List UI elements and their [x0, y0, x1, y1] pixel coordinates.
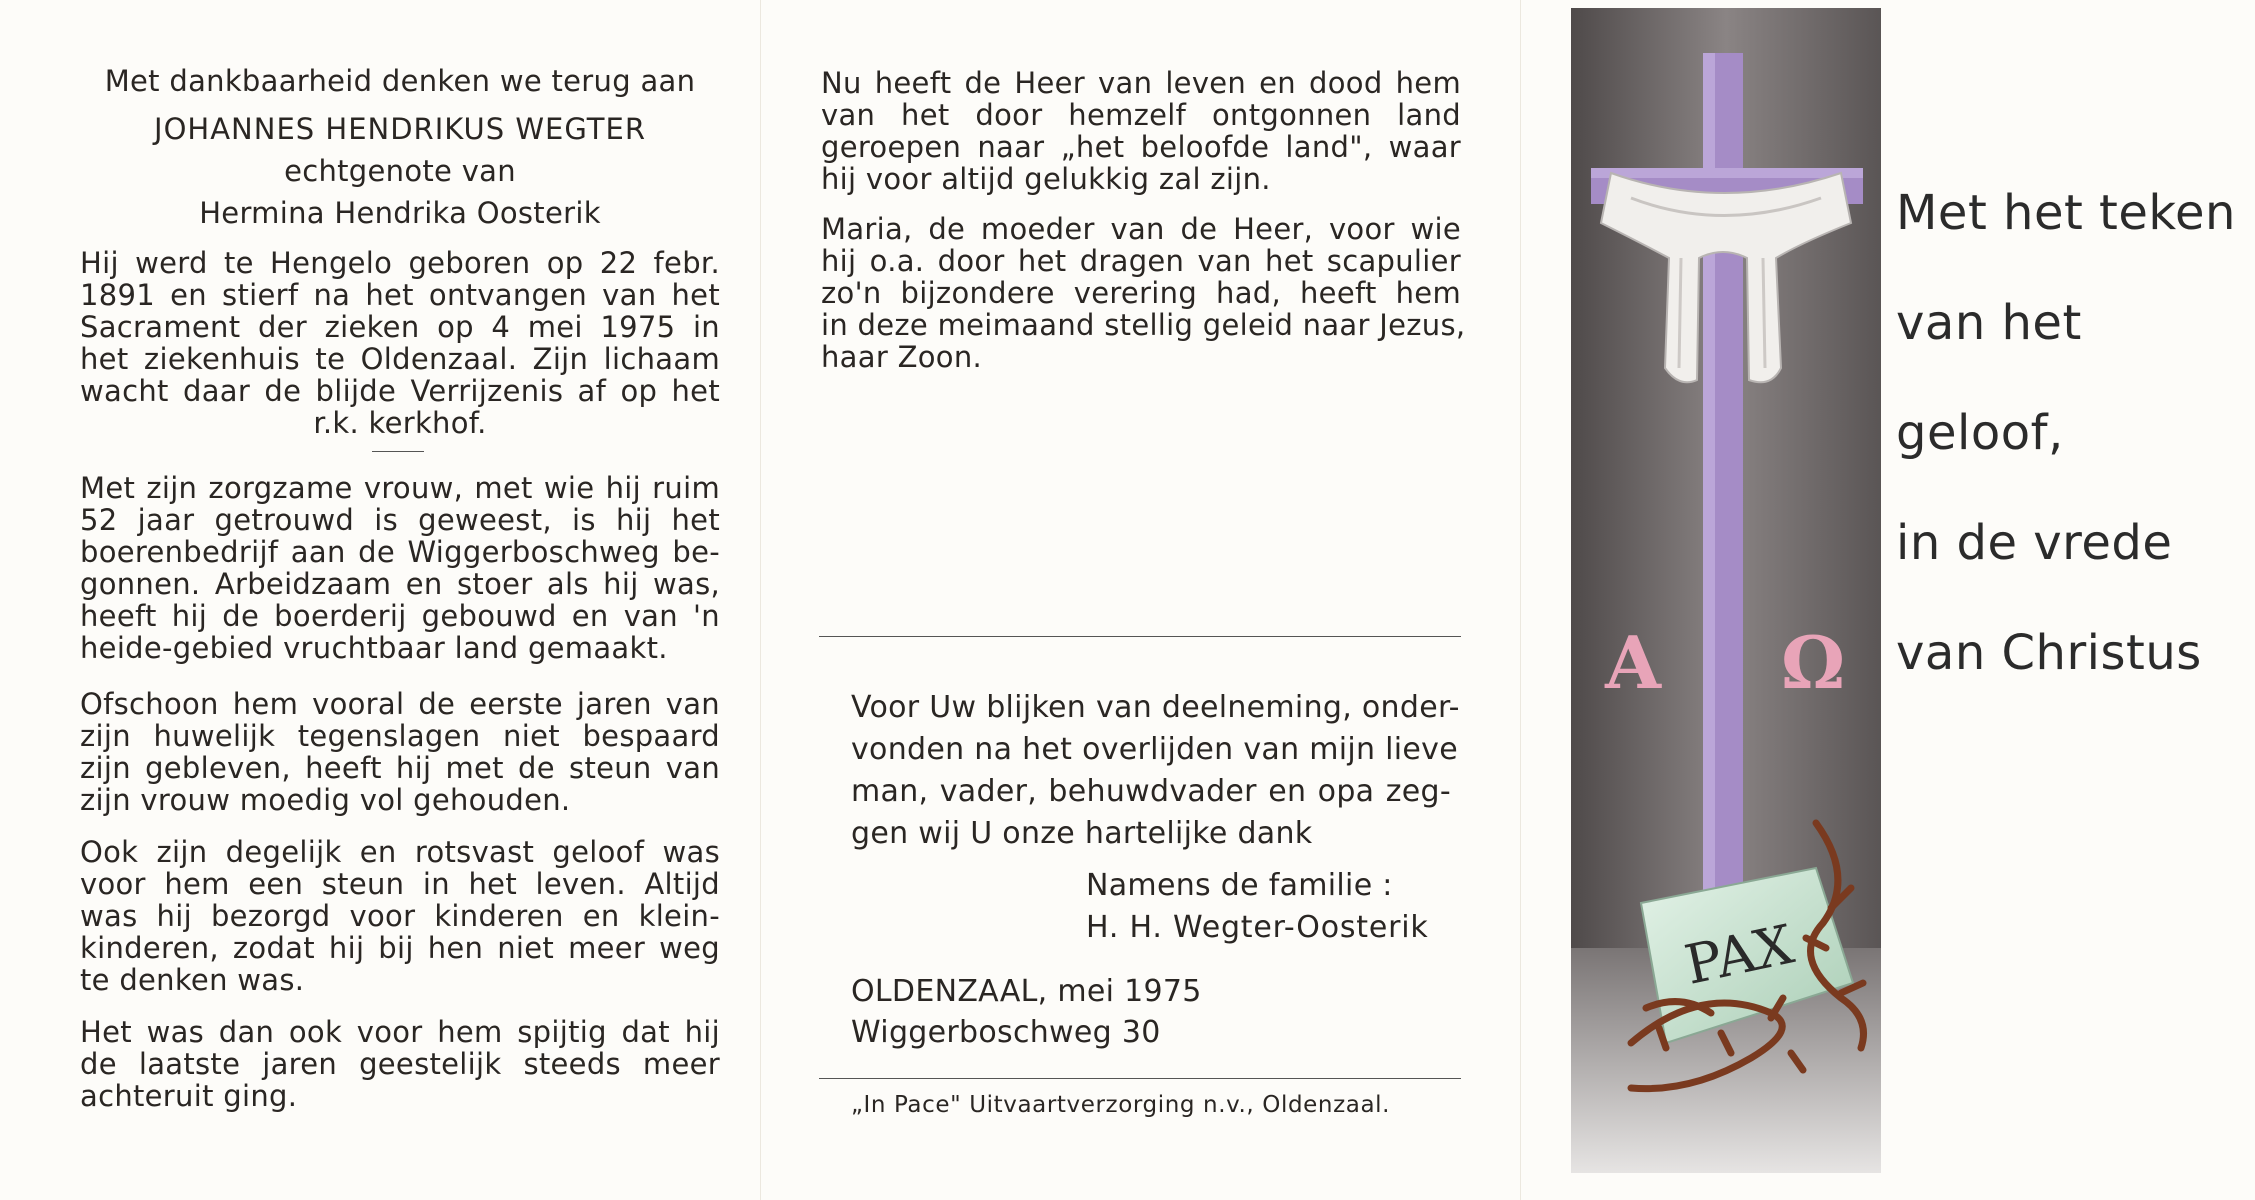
verse-line-1: Met het teken — [1896, 185, 2236, 241]
text-line: Nu heeft de Heer van leven en dood hem — [821, 66, 1461, 100]
text-line: r.k. kerkhof. — [313, 406, 487, 440]
paragraph-marriage — [80, 472, 720, 664]
intro-line: Met dankbaarheid denken we terug aan — [104, 64, 696, 98]
text-line: achteruit ging. — [80, 1079, 298, 1113]
short-divider — [372, 451, 424, 452]
text-line: Sacrament der zieken op 4 mei 1975 in — [80, 310, 720, 344]
text-line: boerenbedrijf aan de Wiggerboschweg be- — [80, 535, 720, 569]
text-line: Met zijn zorgzame vrouw, met wie hij ruim — [80, 471, 720, 505]
paragraph-setbacks — [80, 688, 720, 816]
divider-upper — [819, 636, 1461, 637]
verse-line-3: geloof, — [1896, 405, 2064, 461]
text-line: heide-gebied vruchtbaar land gemaakt. — [80, 631, 668, 665]
text-line: voor hem een steun in het leven. Altijd — [80, 867, 720, 901]
text-line: 52 jaar getrouwd is geweest, is hij het — [80, 503, 720, 537]
text-line: heeft hij de boerderij gebouwd en van 'n — [80, 599, 720, 633]
printer-credit: „In Pace" Uitvaartverzorging n.v., Oldenzaal. — [851, 1092, 1391, 1118]
text-line: vonden na het overlijden van mijn lieve — [851, 732, 1458, 767]
text-line: Voor Uw blijken van deelneming, onder- — [851, 690, 1460, 725]
deceased-name: JOHANNES HENDRIKUS WEGTER — [154, 112, 646, 146]
signoff-label: Namens de familie : — [1086, 868, 1393, 903]
text-line: te denken was. — [80, 963, 305, 997]
text-line: was hij bezorgd voor kinderen en klein- — [80, 899, 720, 933]
text-line: in deze meimaand stellig geleid naar Jezus, — [821, 308, 1466, 342]
text-line: geroepen naar „het beloofde land", waar — [821, 130, 1461, 164]
relation-line: echtgenote van — [284, 154, 516, 188]
paragraph-decline — [80, 1016, 720, 1112]
place-date: OLDENZAAL, mei 1975 — [851, 974, 1202, 1009]
verse-line-2: van het — [1896, 295, 2082, 351]
text-line: hij o.a. door het dragen van het scapulier — [821, 244, 1461, 278]
divider-lower — [819, 1078, 1461, 1079]
paragraph-faith — [80, 836, 720, 996]
text-line: van het door hemzelf ontgonnen land — [821, 98, 1461, 132]
middle-panel — [760, 0, 1521, 1200]
text-line: zijn gebleven, heeft hij met de steun van — [80, 751, 720, 785]
paragraph-birth-death — [80, 247, 720, 439]
cross-illustration — [1571, 8, 1881, 1173]
paragraph-promised-land — [821, 67, 1521, 195]
text-line: het ziekenhuis te Oldenzaal. Zijn lichaam — [80, 342, 720, 376]
text-line: zijn vrouw moedig vol gehouden. — [80, 783, 571, 817]
omega-symbol: Ω — [1780, 620, 1846, 705]
verse-line-5: van Christus — [1896, 625, 2202, 681]
text-line: kinderen, zodat hij bij hen niet meer weg — [80, 931, 720, 965]
text-line: Het was dan ook voor hem spijtig dat hij — [80, 1015, 720, 1049]
text-line: zo'n bijzondere verering had, heeft hem — [821, 276, 1461, 310]
text-line: Maria, de moeder van de Heer, voor wie — [821, 212, 1461, 246]
signoff-name: H. H. Wegter-Oosterik — [1086, 910, 1429, 945]
right-panel — [1520, 0, 2255, 1200]
alpha-symbol: Α — [1605, 620, 1661, 705]
left-panel — [0, 0, 760, 1200]
thanks-paragraph — [851, 687, 1460, 855]
paragraph-maria — [821, 213, 1521, 373]
text-line: Ook zijn degelijk en rotsvast geloof was — [80, 835, 720, 869]
address: Wiggerboschweg 30 — [851, 1015, 1161, 1050]
text-line: zijn huwelijk tegenslagen niet bespaard — [80, 719, 720, 753]
text-line: gen wij U onze hartelijke dank — [851, 816, 1313, 851]
text-line: Ofschoon hem vooral de eerste jaren van — [80, 687, 720, 721]
pax-text: PAX — [1679, 912, 1800, 997]
text-line: de laatste jaren geestelijk steeds meer — [80, 1047, 720, 1081]
text-line: wacht daar de blijde Verrijzenis af op het — [80, 374, 720, 408]
verse-line-4: in de vrede — [1896, 515, 2173, 571]
text-line: hij voor altijd gelukkig zal zijn. — [821, 162, 1271, 196]
text-line: Hij werd te Hengelo geboren op 22 febr. — [80, 246, 720, 280]
text-line: gonnen. Arbeidzaam en stoer als hij was, — [80, 567, 720, 601]
text-line: 1891 en stierf na het ontvangen van het — [80, 278, 720, 312]
text-line: man, vader, behuwdvader en opa zeg- — [851, 774, 1451, 809]
text-line: haar Zoon. — [821, 340, 983, 374]
spouse-name: Hermina Hendrika Oosterik — [199, 196, 601, 230]
